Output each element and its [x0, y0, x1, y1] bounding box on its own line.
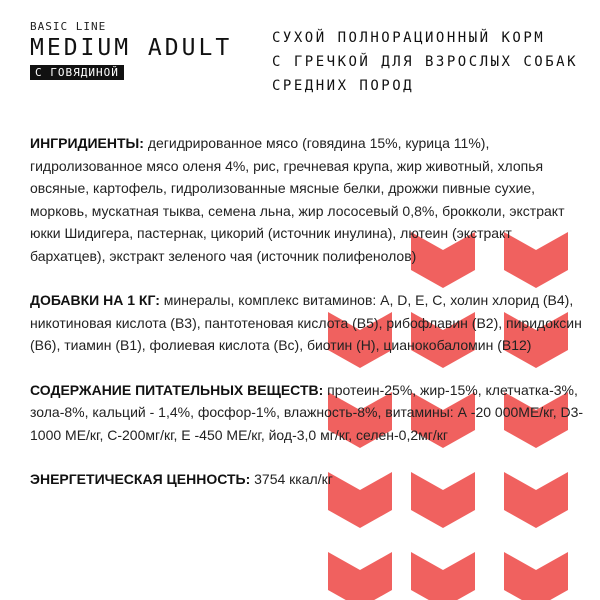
- product-header: [30, 20, 232, 80]
- chevron-shape: [411, 552, 475, 600]
- ingredients-text: дегидрированное мясо (говядина 15%, курица 11%), гидролизованное мясо оленя 4%, рис, гречневая крупа, жир животный, хлопья овсяные, картофель, гидролизованные мясные белки, дрожжи пивные сухие, морковь, мускатная тыква, семена льна, жир лососевый 0,8%, брокколи, экстракт юкки Шидигера, пастернак, цикорий (источник инулина), лютеин (экстракт бархатцев), экстракт зеленого чая (источник полифенолов): [30, 135, 565, 264]
- additives-section: [30, 289, 590, 357]
- additives-text: минералы, комплекс витаминов: A, D, E, C, холин хлорид (B4), никотиновая кислота (B3), пантотеновая кислота (B5), рибофлавин (B2), пиридоксин (B6), тиамин (B1), фолиевая кислота (Bc), биотин (H), цианокобаломин (B12): [30, 292, 582, 353]
- tagline-line: СУХОЙ ПОЛНОРАЦИОННЫЙ КОРМ: [272, 30, 546, 46]
- product-tagline: [272, 26, 592, 98]
- nutrients-section: [30, 379, 590, 447]
- additives-label: ДОБАВКИ НА 1 КГ:: [30, 292, 160, 308]
- nutrients-text: протеин-25%, жир-15%, клетчатка-3%, зола-8%, кальций - 1,4%, фосфор-1%, влажность-8%, витамины: А -20 000МЕ/кг, D3-1000 МЕ/кг, С-200мг/кг, Е -450 МЕ/кг, йод-3,0 мг/кг, селен-0,2мг/кг: [30, 381, 584, 443]
- variant-badge: С ГОВЯДИНОЙ: [30, 65, 124, 80]
- energy-section: [30, 468, 590, 491]
- chevron-shape: [504, 552, 568, 600]
- composition-text: [30, 132, 590, 513]
- energy-text: 3754 ккал/кг: [254, 471, 333, 487]
- energy-label: ЭНЕРГЕТИЧЕСКАЯ ЦЕННОСТЬ:: [30, 471, 251, 487]
- product-name: MEDIUM ADULT: [30, 35, 233, 61]
- chevron-shape: [328, 552, 392, 600]
- ingredients-section: [30, 132, 590, 267]
- tagline-line: С ГРЕЧКОЙ ДЛЯ ВЗРОСЛЫХ СОБАК: [272, 54, 579, 70]
- product-line-label: BASIC LINE: [30, 20, 107, 33]
- tagline-line: СРЕДНИХ ПОРОД: [272, 78, 415, 94]
- nutrients-label: СОДЕРЖАНИЕ ПИТАТЕЛЬНЫХ ВЕЩЕСТВ:: [30, 381, 324, 398]
- ingredients-label: ИНГРИДИЕНТЫ:: [30, 135, 144, 151]
